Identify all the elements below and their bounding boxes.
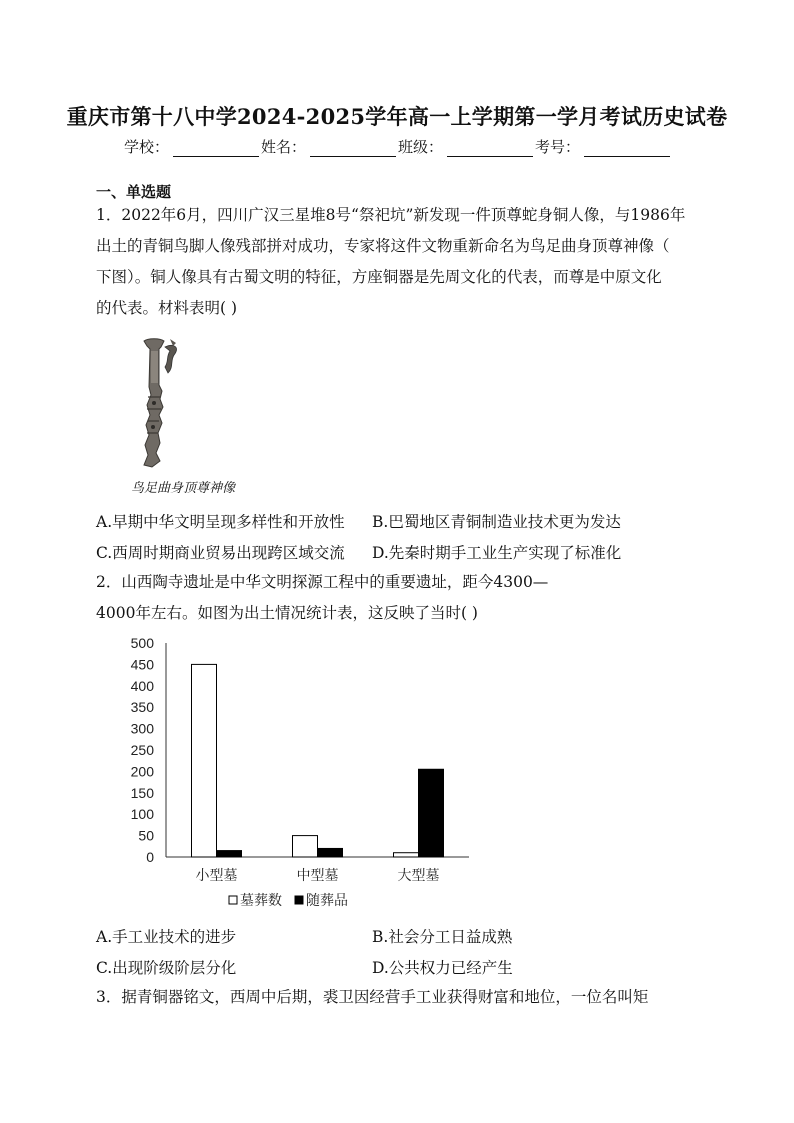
q1-line: 的代表。材料表明( ) [96, 299, 238, 317]
q2-option-b[interactable]: B.社会分工日益成熟 [372, 928, 513, 946]
class-label: 班级： [398, 138, 444, 156]
name-label: 姓名： [261, 138, 307, 156]
x-axis-labels [196, 867, 440, 883]
q3-line: 3．据青铜器铭文，西周中后期，裘卫因经营手工业获得财富和地位，一位名叫矩 [96, 988, 649, 1006]
bronze-statue-image [130, 337, 190, 469]
q1-line: 下图）。铜人像具有古蜀文明的特征，方座铜器是先周文化的代表，而尊是中原文化 [96, 268, 662, 286]
y-tick-label: 100 [130, 806, 154, 823]
bars [192, 664, 444, 857]
q2-option-d[interactable]: D.公共权力已经产生 [372, 959, 513, 977]
exam-number-blank [584, 140, 670, 157]
student-info-line [124, 136, 672, 157]
y-tick-label: 250 [130, 742, 154, 758]
y-tick-label: 300 [130, 720, 154, 737]
legend-label: 随葬品 [306, 892, 348, 908]
y-tick-label: 450 [130, 656, 154, 673]
legend-marker [229, 896, 237, 904]
bar-随葬品 [318, 848, 343, 857]
class-blank [447, 140, 533, 157]
y-tick-label: 350 [130, 699, 154, 716]
q1-option-b[interactable]: B.巴蜀地区青铜制造业技术更为发达 [372, 513, 621, 531]
y-tick-label: 200 [130, 763, 154, 780]
q2-line: 4000年左右。如图为出土情况统计表，这反映了当时( ) [96, 604, 478, 622]
y-axis [131, 635, 166, 865]
legend-marker [295, 896, 303, 904]
exam-title: 重庆市第十八中学2024-2025学年高一上学期第一学月考试历史试卷 [66, 104, 728, 129]
q2-option-c[interactable]: C.出现阶级阶层分化 [96, 959, 237, 977]
q2-line: 2．山西陶寺遗址是中华文明探源工程中的重要遗址，距今4300— [96, 573, 549, 591]
y-tick-label: 0 [146, 849, 154, 865]
q1-option-d[interactable]: D.先秦时期手工业生产实现了标准化 [372, 544, 622, 562]
y-tick-label: 150 [130, 784, 154, 801]
bar-墓葬数 [293, 836, 318, 857]
section-title: 一、单选题 [96, 183, 172, 201]
bar-随葬品 [419, 769, 444, 857]
x-tick-label: 中型墓 [296, 867, 339, 883]
y-tick-label: 400 [130, 677, 154, 694]
y-tick-label: 50 [138, 827, 154, 844]
legend-label: 墓葬数 [240, 892, 282, 908]
q2-option-a[interactable]: A.手工业技术的进步 [96, 928, 237, 946]
q1-option-c[interactable]: C.西周时期商业贸易出现跨区域交流 [96, 544, 345, 562]
legend [229, 892, 348, 908]
x-tick-label: 大型墓 [397, 867, 440, 883]
x-tick-label: 小型墓 [195, 867, 238, 883]
q1-line: 1．2022年6月，四川广汉三星堆8号“祭祀坑”新发现一件顶尊蛇身铜人像，与1986年 [96, 206, 686, 224]
burial-statistics-chart [96, 632, 486, 912]
school-label: 学校： [124, 138, 170, 156]
q1-line: 出土的青铜鸟脚人像残部拼对成功，专家将这件文物重新命名为鸟足曲身顶尊神像（ [96, 237, 670, 255]
image-caption: 鸟足曲身顶尊神像 [131, 481, 236, 496]
bar-随葬品 [217, 851, 242, 857]
school-blank [173, 140, 259, 157]
bar-墓葬数 [192, 664, 217, 857]
name-blank [310, 140, 396, 157]
bar-墓葬数 [394, 853, 419, 857]
exam-number-label: 考号： [535, 138, 581, 156]
q1-option-a[interactable]: A.早期中华文明呈现多样性和开放性 [96, 513, 345, 531]
y-tick-label: 500 [130, 635, 154, 651]
